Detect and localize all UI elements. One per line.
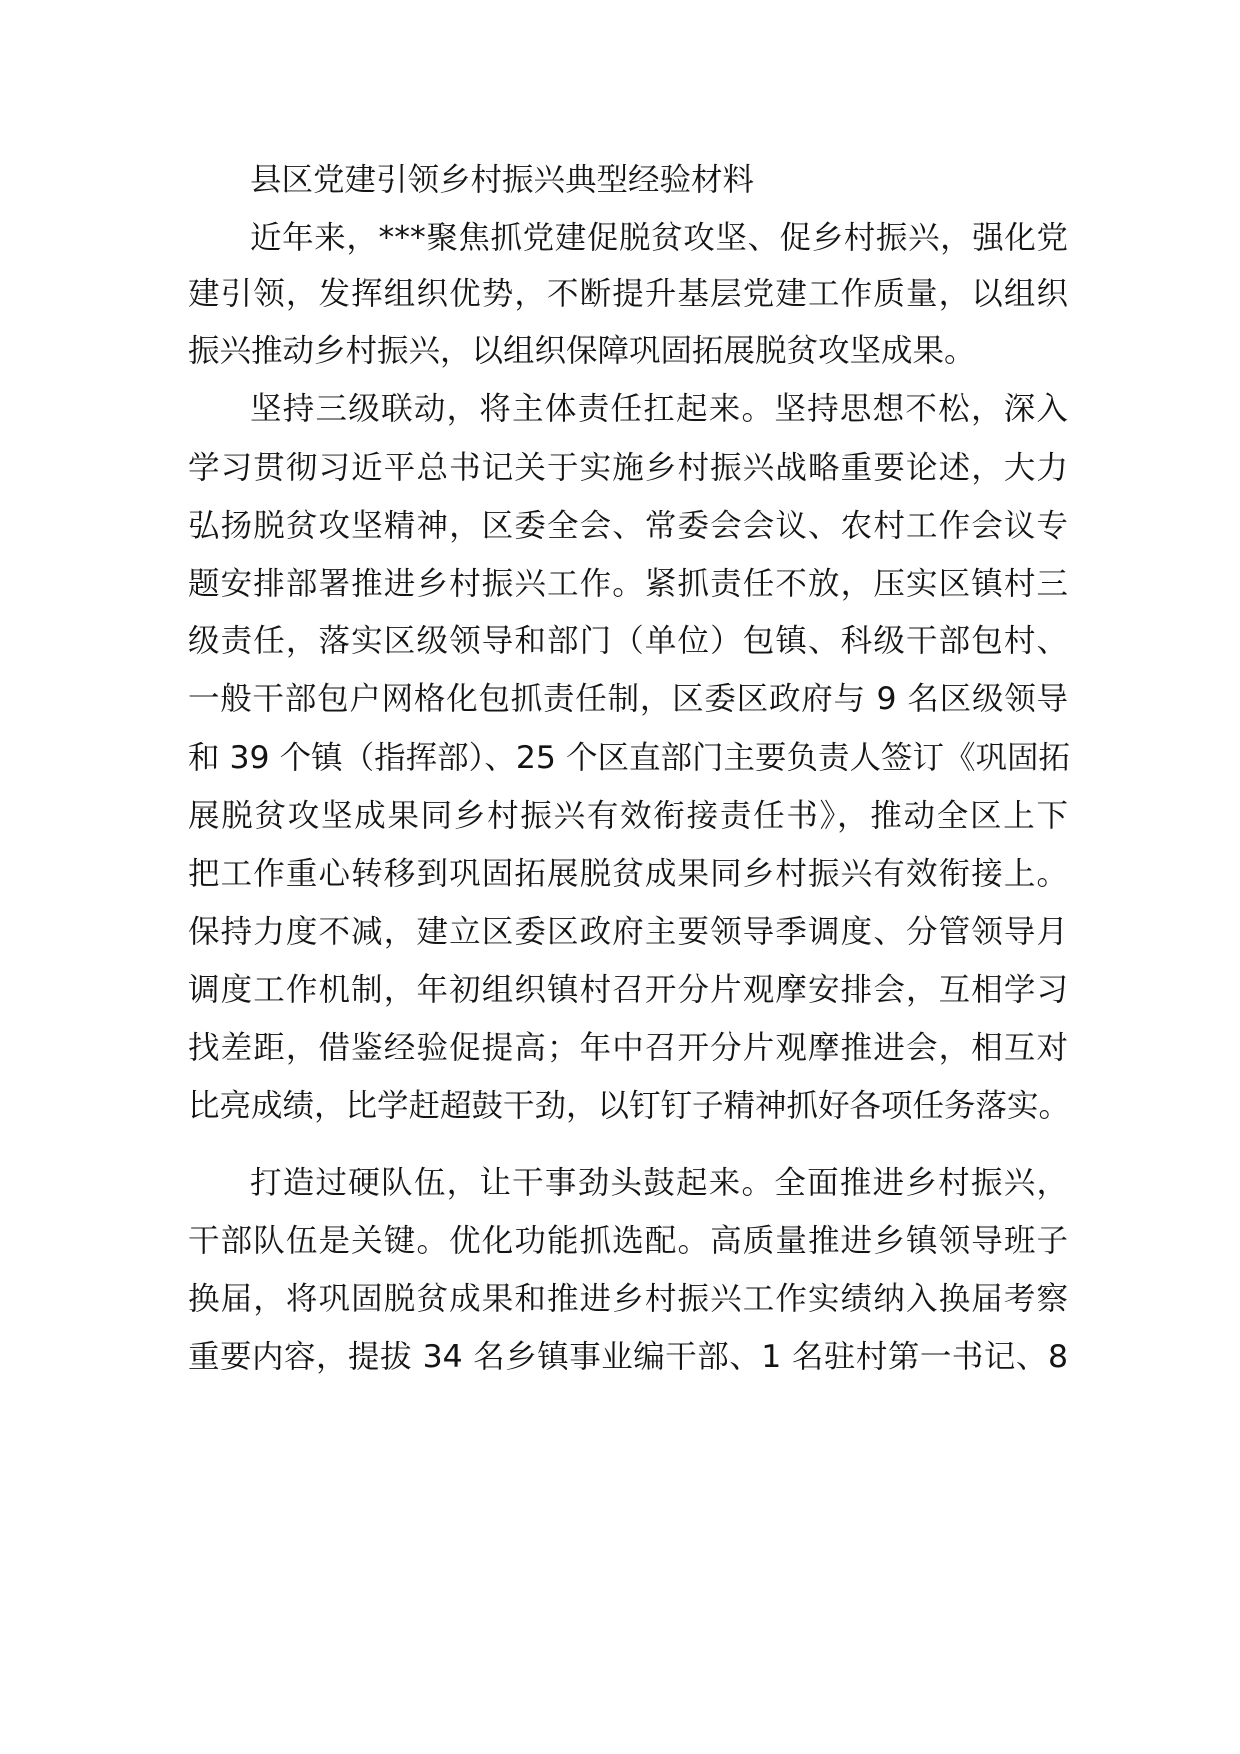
paragraph-2-line-4: 题安排部署推进乡村振兴工作。紧抓责任不放，压实区镇村三 — [188, 566, 1068, 602]
paragraph-2-line-2: 学习贯彻习近平总书记关于实施乡村振兴战略重要论述，大力 — [188, 450, 1068, 486]
paragraph-2-line-6: 一般干部包户网格化包抓责任制，区委区政府与 9 名区级领导 — [188, 681, 1068, 717]
paragraph-3-line-3: 换届，将巩固脱贫成果和推进乡村振兴工作实绩纳入换届考察 — [188, 1281, 1068, 1317]
paragraph-2-line-3: 弘扬脱贫攻坚精神，区委全会、常委会会议、农村工作会议专 — [188, 508, 1068, 544]
paragraph-3-line-1: 打造过硬队伍，让干事劲头鼓起来。全面推进乡村振兴， — [250, 1165, 1068, 1201]
paragraph-2-line-8: 展脱贫攻坚成果同乡村振兴有效衔接责任书》，推动全区上下 — [188, 798, 1068, 834]
paragraph-2-line-7: 和 39 个镇（指挥部）、25 个区直部门主要负责人签订《巩固拓 — [188, 740, 1070, 776]
paragraph-3-line-2: 干部队伍是关键。优化功能抓选配。高质量推进乡镇领导班子 — [188, 1223, 1068, 1259]
paragraph-2-line-1: 坚持三级联动，将主体责任扛起来。坚持思想不松，深入 — [250, 391, 1068, 427]
paragraph-2-line-12: 找差距，借鉴经验促提高；年中召开分片观摩推进会，相互对 — [188, 1030, 1068, 1066]
paragraph-1-line-3: 振兴推动乡村振兴，以组织保障巩固拓展脱贫攻坚成果。 — [188, 333, 976, 369]
paragraph-2-line-10: 保持力度不减，建立区委区政府主要领导季调度、分管领导月 — [188, 914, 1068, 950]
paragraph-1-line-1: 近年来，***聚焦抓党建促脱贫攻坚、促乡村振兴，强化党 — [250, 220, 1068, 256]
paragraph-1-line-2: 建引领，发挥组织优势，不断提升基层党建工作质量，以组织 — [188, 276, 1068, 312]
paragraph-2-line-11: 调度工作机制，年初组织镇村召开分片观摩安排会，互相学习 — [188, 972, 1068, 1008]
paragraph-2-line-5: 级责任，落实区级领导和部门（单位）包镇、科级干部包村、 — [188, 623, 1068, 659]
document-title: 县区党建引领乡村振兴典型经验材料 — [250, 162, 755, 198]
paragraph-3-line-4: 重要内容，提拔 34 名乡镇事业编干部、1 名驻村第一书记、8 — [188, 1339, 1068, 1375]
paragraph-2-line-13: 比亮成绩，比学赶超鼓干劲，以钉钉子精神抓好各项任务落实。 — [188, 1088, 1071, 1124]
paragraph-2-line-9: 把工作重心转移到巩固拓展脱贫成果同乡村振兴有效衔接上。 — [188, 856, 1068, 892]
